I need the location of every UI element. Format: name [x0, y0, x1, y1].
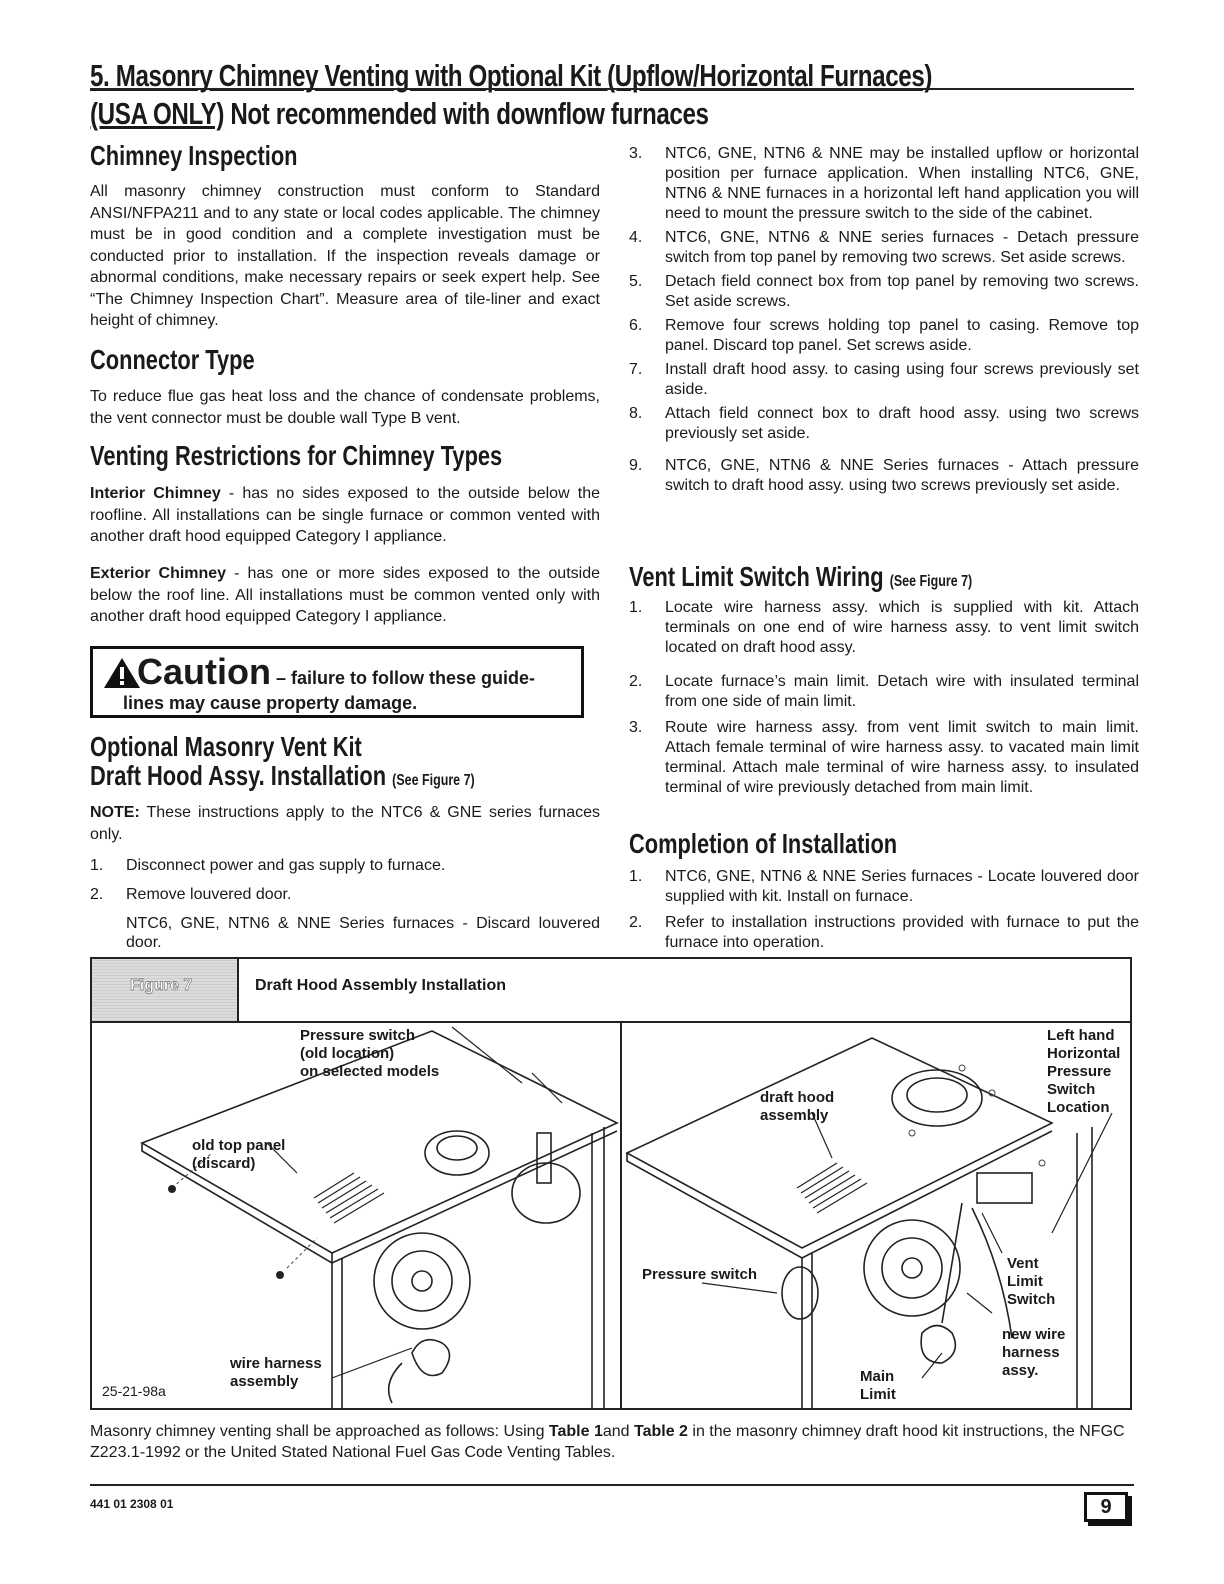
exterior-chimney-para: Exterior Chimney - has one or more sides exposed to the outside below the roof line. All installations must be common vented only with another draft hood equipped Category I appliance.: [90, 565, 600, 625]
page-title-line2: (USA ONLY) Not recommended with downflow furnaces: [90, 96, 709, 131]
table1-ref: Table 1: [548, 1423, 603, 1440]
connector-type-body: To reduce flue gas heat loss and the chance of condensate problems, the vent connector must be double wall Type B vent.: [90, 388, 600, 427]
footer-rule: [90, 1484, 1134, 1486]
figure-code: 25-21-98a: [102, 1383, 166, 1399]
label-new-wire-harness: new wire harness assy.: [1002, 1326, 1066, 1379]
list-item: 2. Remove louvered door.: [90, 886, 292, 903]
page-title-line1: 5. Masonry Chimney Venting with Optional Kit (Upflow/Horizontal Furnaces): [90, 58, 933, 93]
heading-vent-limit-wiring: Vent Limit Switch Wiring (See Figure 7): [629, 561, 973, 592]
label-left-hand-location: Left hand Horizontal Pressure Switch Location: [1047, 1027, 1121, 1116]
label-pressure-switch-old: Pressure switch (old location) on selected models: [300, 1027, 440, 1080]
interior-chimney-label: Interior Chimney: [90, 485, 221, 502]
figure-7: [90, 957, 1132, 1410]
caution-word: Caution: [137, 651, 271, 692]
interior-chimney-para: Interior Chimney - has no sides exposed to the outside below the roofline. All installations can be single furnace or common vented with another draft hood equipped Category I appliance.: [90, 485, 600, 545]
step2-subtext: NTC6, GNE, NTN6 & NNE Series furnaces - Discard louvered door.: [126, 915, 600, 951]
figure-tag-box: [92, 959, 239, 1023]
doc-number: 441 01 2308 01: [90, 1497, 174, 1511]
figure-tag: Figure 7: [130, 977, 193, 994]
heading-chimney-inspection: Chimney Inspection: [90, 140, 298, 171]
left-steps-list: [90, 856, 600, 905]
label-main-limit: Main Limit: [860, 1368, 896, 1403]
heading-completion: Completion of Installation: [629, 828, 898, 859]
vent-limit-steps: [629, 598, 1139, 798]
note-para: NOTE: These instructions apply to the NTC6 & GNE series furnaces only.: [90, 804, 600, 843]
table2-ref: Table 2: [634, 1423, 688, 1440]
exterior-chimney-label: Exterior Chimney: [90, 565, 227, 582]
list-item: 7. Install draft hood assy. to casing using four screws previously set aside.: [629, 361, 1139, 398]
list-item: 2. Locate furnace’s main limit. Detach wire with insulated terminal from one side of main limit.: [629, 673, 1139, 710]
list-item: 1. Disconnect power and gas supply to furnace.: [90, 857, 446, 874]
heading-optional-kit: Optional Masonry Vent Kit: [90, 731, 362, 762]
list-item: 1. Locate wire harness assy. which is supplied with kit. Attach terminals on one end of wire harness assy. to vent limit switch located on draft hood assy.: [629, 599, 1139, 656]
list-item: 5. Detach field connect box from top panel by removing two screws. Set aside screws.: [629, 273, 1139, 310]
caution-line1: Caution – failure to follow these guide-: [137, 651, 536, 692]
list-item: 6. Remove four screws holding top panel to casing. Remove top panel. Discard top panel. Set screws aside.: [629, 317, 1139, 354]
list-item: 3. NTC6, GNE, NTN6 & NNE may be installed upflow or horizontal position per furnace application. When installing NTC6, GNE, NTN6 & NNE furnaces in a horizontal left hand application you will need to mount the pressure switch to the side of the cabinet.: [629, 145, 1139, 222]
label-wire-harness: wire harness assembly: [230, 1355, 322, 1390]
warning-triangle-icon: [103, 657, 141, 689]
note-label: NOTE:: [90, 804, 140, 821]
list-item: 4. NTC6, GNE, NTN6 & NNE series furnaces - Detach pressure switch from top panel by removing two screws. Set aside screws.: [629, 229, 1139, 266]
label-draft-hood: draft hood assembly: [760, 1089, 835, 1124]
right-steps-list: [629, 144, 1139, 496]
label-pressure-switch-new: Pressure switch: [642, 1266, 758, 1283]
caution-box: [90, 646, 584, 718]
list-item: 2. Refer to installation instructions provided with furnace to put the furnace into operation.: [629, 914, 1139, 951]
label-vent-limit-switch: Vent Limit Switch: [1007, 1255, 1056, 1308]
list-item: 8. Attach field connect box to draft hood assy. using two screws previously set aside.: [629, 405, 1139, 442]
completion-steps: [629, 867, 1139, 953]
title-rule-1: [90, 88, 1134, 90]
list-item: 9. NTC6, GNE, NTN6 & NNE Series furnaces - Attach pressure switch to draft hood assy. using two screws previously set aside.: [629, 457, 1139, 494]
heading-draft-hood-installation: Draft Hood Assy. Installation (See Figure 7): [90, 760, 475, 791]
label-old-top-panel: old top panel (discard): [192, 1137, 286, 1172]
footer-paragraph: Masonry chimney venting shall be approached as follows: Using Table 1and Table 2 in the masonry chimney draft hood kit instructions, the NFGC Z223.1-1992 or the United Stated National Fuel Gas Code Venting Tables.: [90, 1423, 1125, 1461]
list-item: 3. Route wire harness assy. from vent limit switch to main limit. Attach female terminal of wire harness assy. to vacated main limit terminal. Attach male terminal of wire harness assy. to insulated terminal of wire previously detached from main limit.: [629, 719, 1139, 796]
chimney-inspection-body: All masonry chimney construction must conform to Standard ANSI/NFPA211 and to any state or local codes applicable. The chimney must be in good condition and a complete investigation must be conducted prior to installation. If the inspection reveals damage or abnormal conditions, make necessary repairs or seek expert help. See “The Chimney Inspection Chart”. Measure area of tile-liner and exact height of chimney.: [90, 183, 600, 329]
heading-connector-type: Connector Type: [90, 344, 255, 375]
caution-line2: lines may cause property damage.: [123, 693, 418, 713]
figure-caption: Draft Hood Assembly Installation: [255, 977, 506, 994]
heading-venting-restrictions: Venting Restrictions for Chimney Types: [90, 440, 503, 471]
list-item: 1. NTC6, GNE, NTN6 & NNE Series furnaces - Locate louvered door supplied with kit. Install on furnace.: [629, 868, 1139, 905]
page-number: 9: [1084, 1492, 1128, 1522]
